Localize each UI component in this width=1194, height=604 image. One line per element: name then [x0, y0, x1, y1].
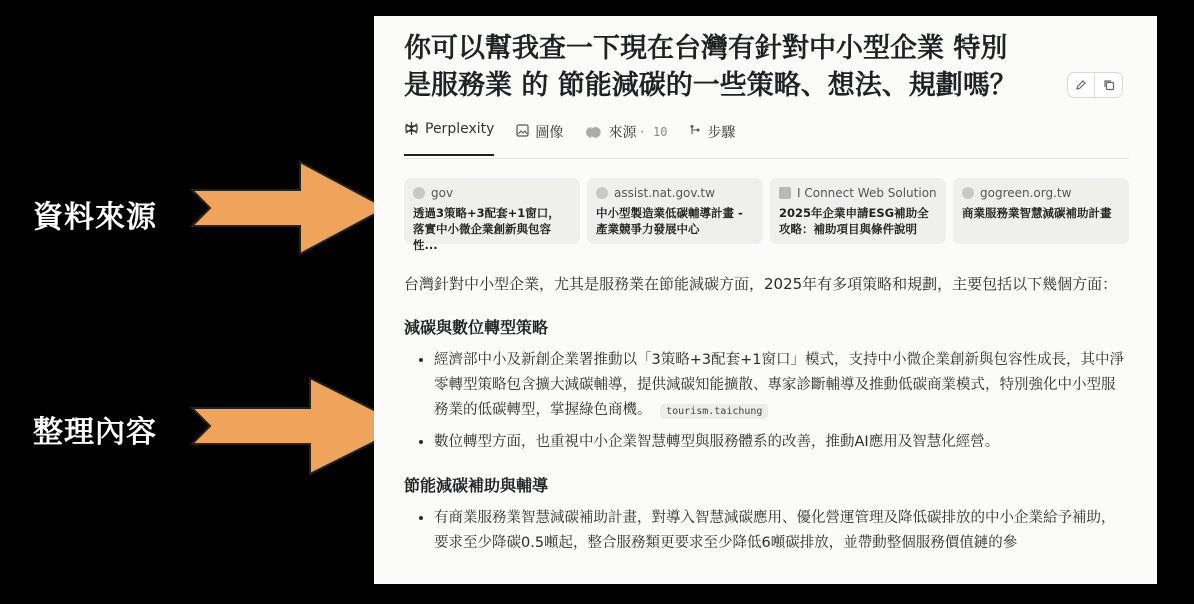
- tab-perplexity-label: Perplexity: [425, 121, 495, 137]
- site-logo-icon: [779, 187, 791, 199]
- section-list: [404, 506, 1129, 556]
- tab-sources[interactable]: [585, 118, 667, 146]
- section-heading: 節能減碳補助與輔導: [404, 476, 549, 495]
- source-domain: gogreen.org.tw: [980, 186, 1072, 200]
- question-title: [404, 30, 1054, 104]
- tab-steps-label: 步驟: [707, 125, 736, 141]
- source-domain: gov: [431, 186, 454, 200]
- globe-icon: [413, 187, 425, 199]
- image-icon: [516, 124, 529, 141]
- answer-intro: 台灣針對中小型企業，尤其是服務業在節能減碳方面，2025年有多項策略和規劃，主要包括以下幾個方面：: [404, 275, 1118, 293]
- section-list: [404, 348, 1129, 455]
- list-item-text: 經濟部中小及新創企業署推動以「3策略+3配套+1窗口」模式，支持中小微企業創新與包容性成長，其中淨零轉型策略包含擴大減碳輔導，提供減碳知能擴散、專家診斷輔導及推動低碳商業模式，特別強化中小型服務業的低碳轉型，掌握綠色商機。: [434, 352, 1124, 418]
- citation-badge[interactable]: tourism.taichung: [660, 404, 768, 419]
- question-title-line1: 你可以幫我查一下現在台灣有針對中小型企業 特別: [404, 33, 1008, 64]
- steps-icon: [689, 124, 701, 140]
- source-title: 中小型製造業低碳輔導計畫 - 產業競爭力發展中心: [596, 206, 743, 236]
- source-title: 透過3策略+3配套+1窗口，落實中小微企業創新與包容性...: [413, 206, 560, 252]
- sources-annotation-label: 資料來源: [33, 200, 157, 235]
- copy-icon[interactable]: [1095, 72, 1123, 98]
- source-card[interactable]: [953, 178, 1129, 244]
- list-item: [434, 348, 1129, 424]
- source-title: 2025年企業申請ESG補助全攻略：補助項目與條件說明: [779, 206, 929, 236]
- globe-icon: [596, 187, 608, 199]
- list-item: [434, 506, 1129, 556]
- list-item-text: 數位轉型方面，也重視中小企業智慧轉型與服務體系的改善，推動AI應用及智慧化經營。: [434, 434, 1000, 450]
- list-item: [434, 430, 1129, 455]
- sources-icon: ◖◖◗: [585, 124, 599, 140]
- answer-tabs: [404, 118, 1129, 159]
- section-heading: 減碳與數位轉型策略: [404, 318, 549, 337]
- perplexity-answer-panel: [374, 16, 1157, 584]
- globe-icon: [962, 187, 974, 199]
- answer-content: [404, 271, 1129, 562]
- tab-sources-label: 來源: [608, 125, 637, 141]
- source-card[interactable]: [587, 178, 763, 244]
- sources-annotation-arrow: [190, 160, 390, 256]
- source-card[interactable]: [404, 178, 580, 252]
- tab-steps[interactable]: [689, 118, 735, 146]
- tab-perplexity[interactable]: [404, 118, 494, 156]
- content-annotation-label: 整理內容: [33, 415, 157, 450]
- question-title-line2: 是服務業 的 節能減碳的一些策略、想法、規劃嗎？: [404, 70, 1017, 101]
- source-domain: I Connect Web Solution: [797, 186, 937, 200]
- source-card[interactable]: [770, 178, 946, 244]
- list-item-text: 有商業服務業智慧減碳補助計畫，對導入智慧減碳應用、優化營運管理及降低碳排放的中小企業給予補助，要求至少降碳0.5噸起，整合服務類更要求至少降低6噸碳排放，並帶動整個服務價值鏈的參: [434, 510, 1116, 551]
- tab-images[interactable]: [516, 118, 563, 146]
- perplexity-icon: [404, 121, 419, 140]
- sources-row: [404, 178, 1129, 252]
- title-actions: [1067, 72, 1123, 98]
- source-domain: assist.nat.gov.tw: [614, 186, 715, 200]
- pencil-icon[interactable]: [1067, 72, 1095, 98]
- source-title: 商業服務業智慧減碳補助計畫: [962, 206, 1112, 220]
- tab-sources-count: · 10: [638, 125, 668, 139]
- tab-images-label: 圖像: [535, 125, 564, 141]
